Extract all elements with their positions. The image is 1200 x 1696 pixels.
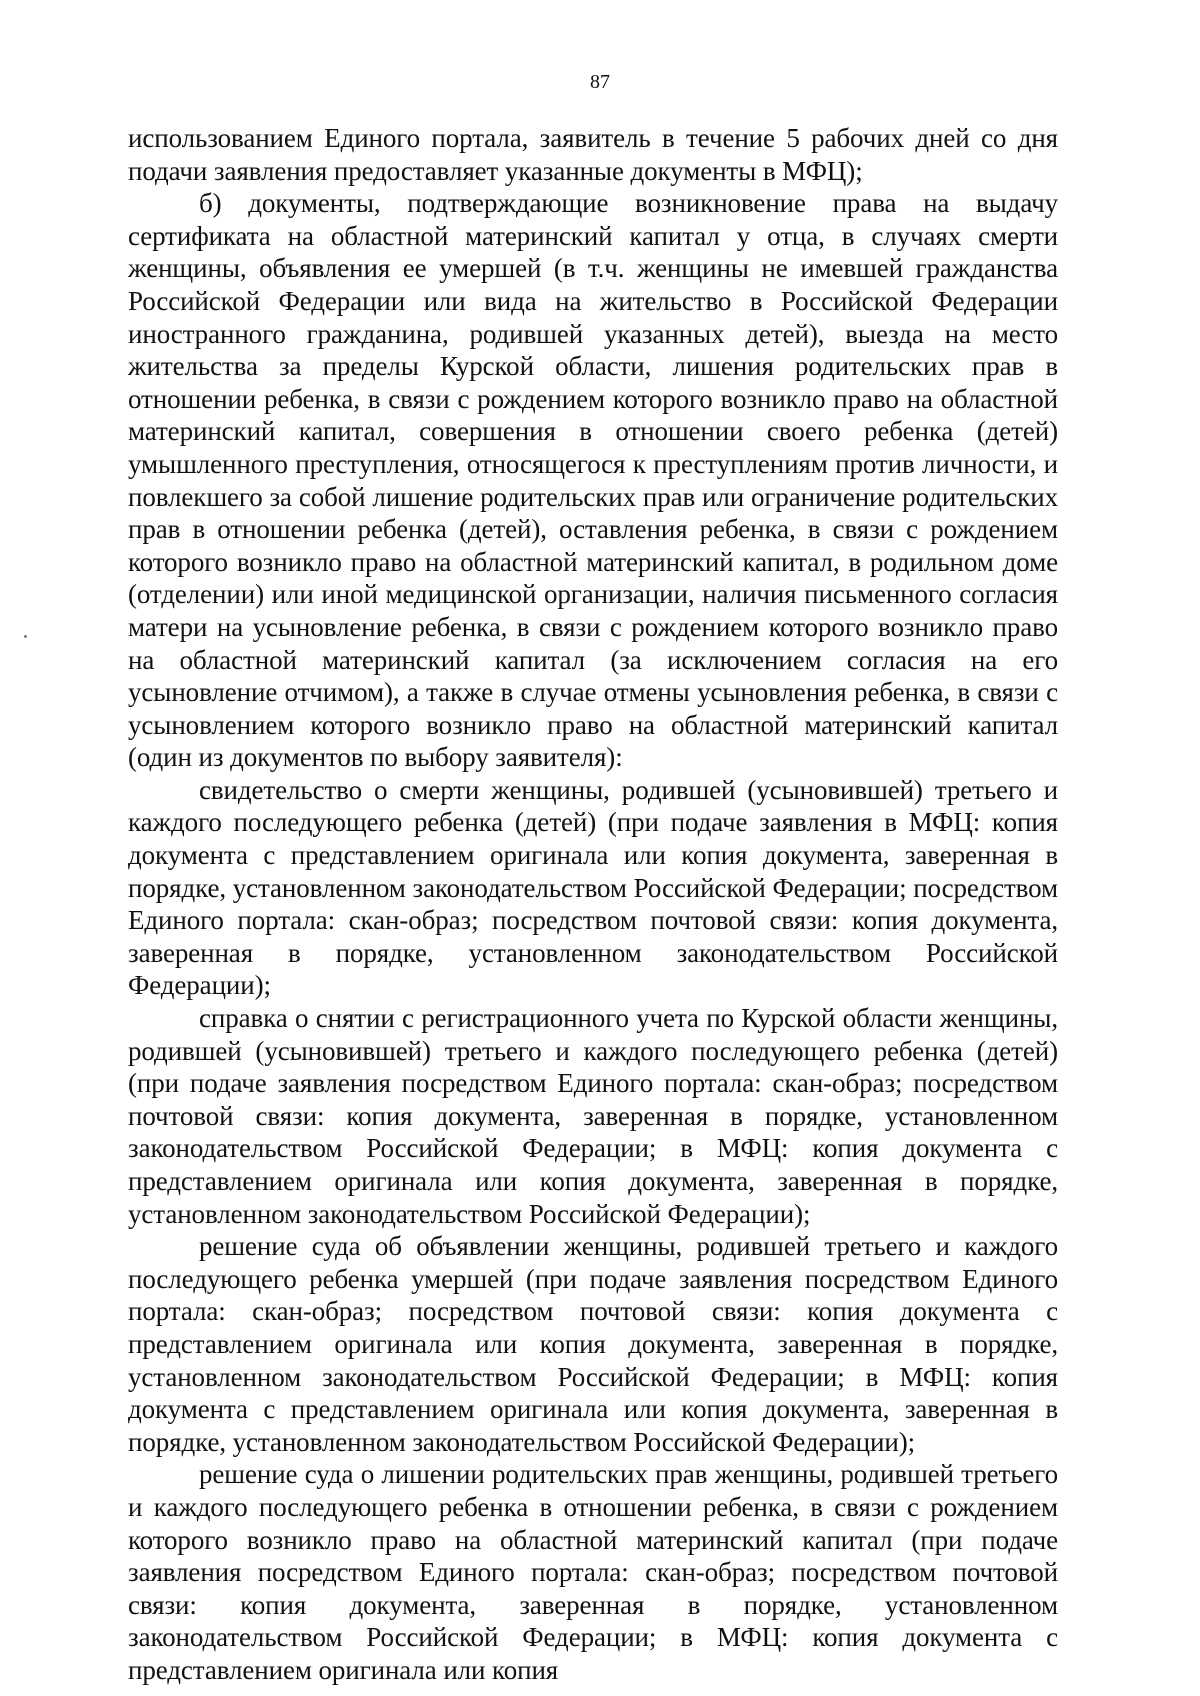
paragraph-deregistration-certificate: справка о снятии с регистрационного учета по Курской области женщины, родившей (усыновившей) третьего и каждого последующего ребенка (детей) (при подаче заявления посредством Единого портала: скан-образ; посредством почтовой связи: копия документа, заверенная в порядке, установленном законодательством Российской Федерации; в МФЦ: копия документа с представлением оригинала или копия документа, заверенная в порядке, установленном законодательством Российской Федерации); (128, 1003, 1058, 1229)
scan-speck (24, 635, 27, 638)
paragraph-item-b: б) документы, подтверждающие возникновение права на выдачу сертификата на областной материнский капитал у отца, в случаях смерти женщины, объявления ее умершей (в т.ч. женщины не имевшей гражданства Российской Федерации или вида на жительство в Российской Федерации иностранного гражданина, родившей указанных детей), выезда на место жительства за пределы Курской области, лишения родительских прав в отношении ребенка, в связи с рождением которого возникло право на областной материнский капитал, совершения в отношении своего ребенка (детей) умышленного преступления, относящегося к преступлениям против личности, и повлекшего за собой лишение родительских прав или ограничение родительских прав в отношении ребенка (детей), оставления ребенка, в связи с рождением которого возникло право на областной материнский капитал, в родильном доме (отделении) или иной медицинской организации, наличия письменного согласия матери на усыновление ребенка, в связи с рождением которого возникло право на областной материнский капитал (за исключением согласия на его усыновление отчимом), а также в случае отмены усыновления ребенка, в связи с усыновлением которого возникло право на областной материнский капитал (один из документов по выбору заявителя): (128, 188, 1058, 773)
paragraph-continuation: использованием Единого портала, заявитель в течение 5 рабочих дней со дня подачи заявления предоставляет указанные документы в МФЦ); (128, 123, 1058, 186)
document-body (128, 122, 1058, 1687)
paragraph-court-decision-deprivation: решение суда о лишении родительских прав женщины, родившей третьего и каждого последующего ребенка в отношении ребенка, в связи с рождением которого возникло право на областной материнский капитал (при подаче заявления посредством Единого портала: скан-образ; посредством почтовой связи: копия документа, заверенная в порядке, установленном законодательством Российской Федерации; в МФЦ: копия документа с представлением оригинала или копия (128, 1459, 1058, 1685)
paragraph-death-certificate: свидетельство о смерти женщины, родившей (усыновившей) третьего и каждого последующего ребенка (детей) (при подаче заявления в МФЦ: копия документа с представлением оригинала или копия документа, заверенная в порядке, установленном законодательством Российской Федерации; посредством Единого портала: скан-образ; посредством почтовой связи: копия документа, заверенная в порядке, установленном законодательством Российской Федерации); (128, 774, 1058, 1001)
paragraph-court-decision-deceased: решение суда об объявлении женщины, родившей третьего и каждого последующего ребенка умершей (при подаче заявления посредством Единого портала: скан-образ; посредством почтовой связи: копия документа с представлением оригинала или копия документа, заверенная в порядке, установленном законодательством Российской Федерации; в МФЦ: копия документа с представлением оригинала или копия документа, заверенная в порядке, установленном законодательством Российской Федерации); (128, 1231, 1058, 1457)
page-number: 87 (590, 71, 610, 93)
